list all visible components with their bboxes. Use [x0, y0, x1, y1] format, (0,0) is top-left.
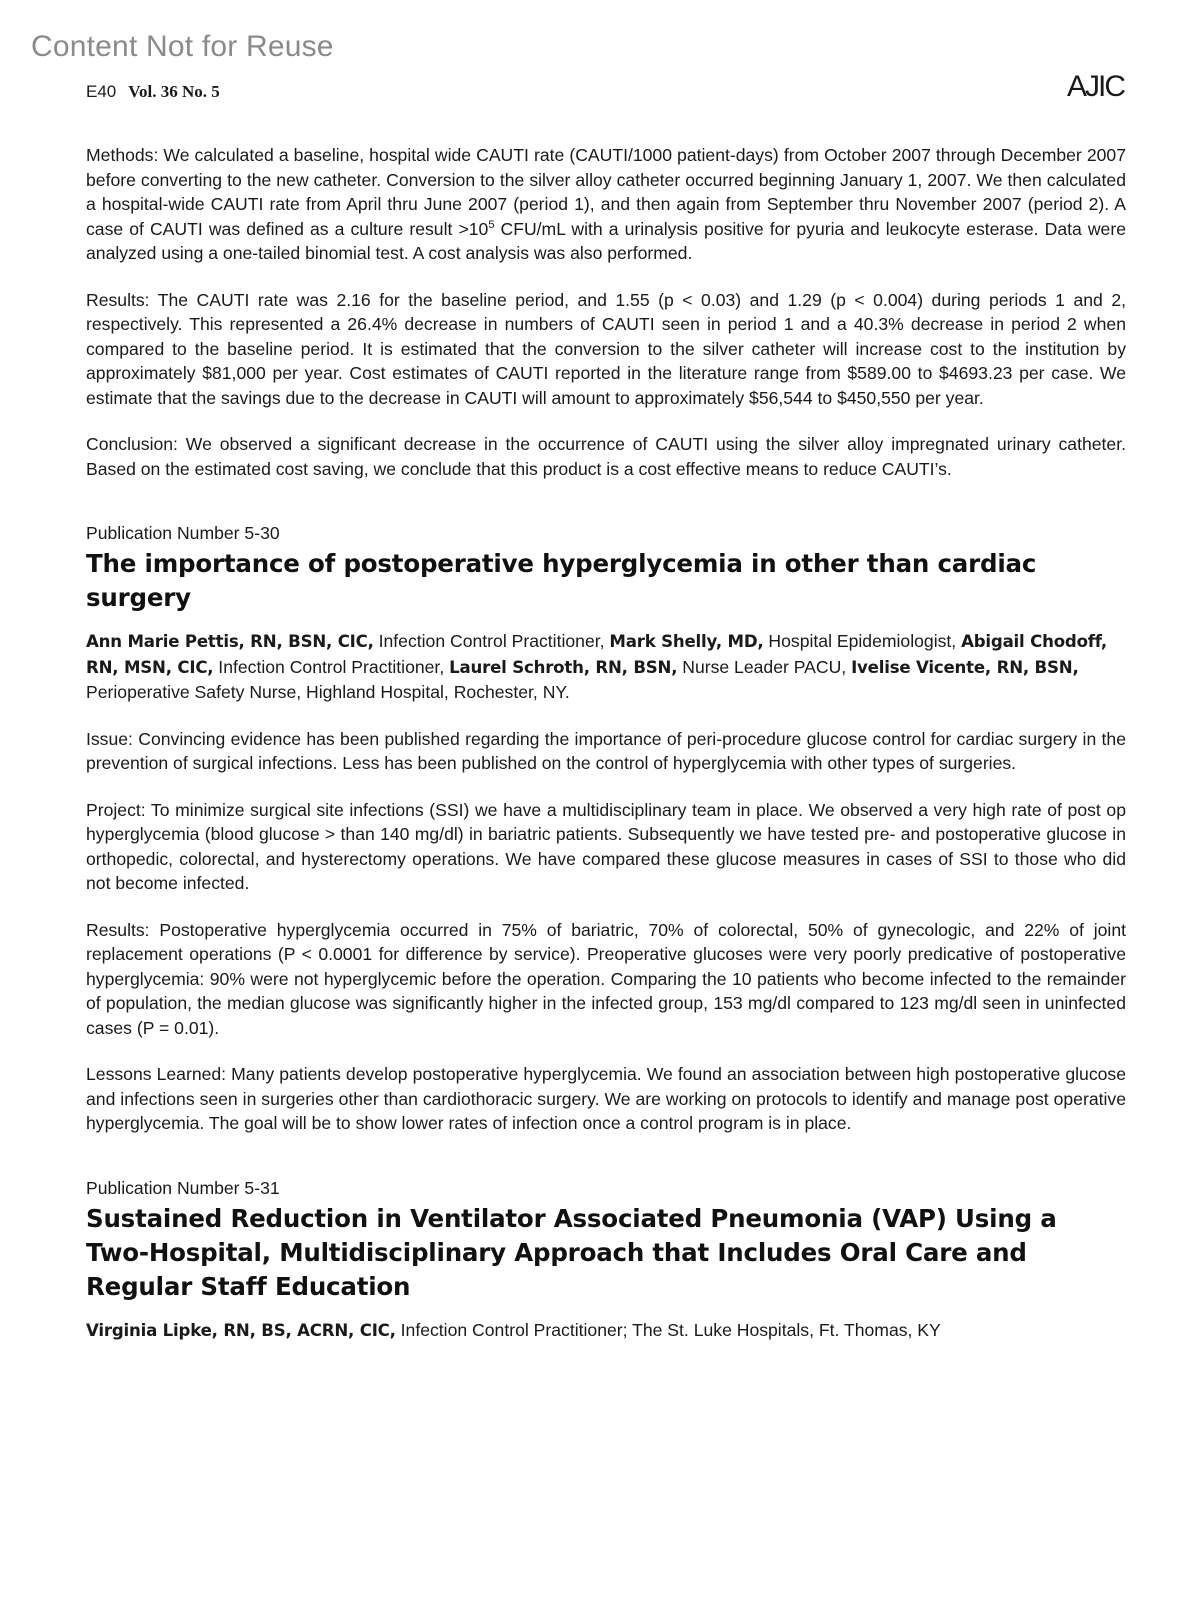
author-name: Ivelise Vicente, RN, BSN, — [851, 657, 1079, 677]
project-paragraph: Project: To minimize surgical site infections (SSI) we have a multidisciplinary team in place. We observed a very high rate of post op hyperglycemia (blood glucose > than 140 mg/dl) in bariatric patients. Subsequently we have tested pre- and postoperative glucose in orthopedic, colorectal, and hysterectomy operations. We have compared these glucose measures in cases of SSI to those who did not become infected. — [86, 799, 1126, 893]
article-body — [86, 143, 1126, 1343]
author-name: Mark Shelly, MD, — [609, 632, 764, 651]
author-name: Ann Marie Pettis, RN, BSN, CIC, — [86, 632, 374, 651]
author-role: Infection Control Practitioner; The St. Luke Hospitals, Ft. Thomas, KY — [395, 1319, 941, 1340]
results-paragraph: Results: The CAUTI rate was 2.16 for the baseline period, and 1.55 (p < 0.03) and 1.29 (p < 0.004) during periods 1 and 2, respectively. This represented a 26.4% decrease in numbers of CAUTI seen in period 1 and a 40.3% decrease in period 2 when compared to the baseline period. It is estimated that the conversion to the silver catheter will increase cost to the institution by approximately $81,000 per year. Cost estimates of CAUTI reported in the literature range from $589.00 to $4693.23 per case. We estimate that the savings due to the decrease in CAUTI will amount to approximately $56,544 to $450,550 per year. — [86, 289, 1126, 408]
page-number: E40 — [86, 82, 117, 101]
running-head — [86, 82, 220, 102]
journal-logo: AJIC — [1066, 70, 1124, 103]
author-role: Infection Control Practitioner, — [373, 631, 610, 651]
author-name: Laurel Schroth, RN, BSN, — [449, 657, 678, 677]
methods-paragraph: Methods: We calculated a baseline, hospital wide CAUTI rate (CAUTI/1000 patient-days) from October 2007 through December 2007 before converting to the new catheter. Conversion to the silver alloy catheter occurred beginning January 1, 2007. We then calculated a hospital-wide CAUTI rate from April thru June 2007 (period 1), and then again from September thru November 2007 (period 2). A case of CAUTI was defined as a culture result $>10^5$ CFU/mL with a urinalysis positive for pyuria and leukocyte esterase. Data were analyzed using a one-tailed binomial test. A cost analysis was also performed. — [86, 145, 1126, 263]
author-role: Nurse Leader PACU, — [677, 656, 852, 677]
lessons-paragraph: Lessons Learned: Many patients develop postoperative hyperglycemia. We found an association between high postoperative glucose and infections seen in surgeries other than cardiothoracic surgery. We are working on protocols to identify and manage post operative hyperglycemia. The goal will be to show lower rates of infection once a control program is in place. — [86, 1064, 1126, 1133]
author-name: Virginia Lipke, RN, BS, ACRN, CIC, — [86, 1320, 396, 1340]
publication-title: Sustained Reduction in Ventilator Associated Pneumonia (VAP) Using a Two-Hospital, Multidisciplinary Approach that Includes Oral Care and Regular Staff Education — [86, 1203, 1057, 1301]
results-paragraph: Results: Postoperative hyperglycemia occurred in 75% of bariatric, 70% of colorectal, 50% of gynecologic, and 22% of joint replacement operations (P < 0.0001 for difference by service). Preoperative glucoses were very poorly predicative of postoperative hyperglycemia: 90% were not hyperglycemic before the operation. Comparing the 10 patients who become infected to the remainder of population, the median glucose was significantly higher in the infected group, 153 mg/dl compared to 123 mg/dl seen in uninfected cases (P = 0.01). — [86, 919, 1126, 1038]
author-list — [86, 629, 1126, 705]
issue-paragraph: Issue: Convincing evidence has been published regarding the importance of peri-procedure glucose control for cardiac surgery in the prevention of surgical infections. Less has been published on the control of hyperglycemia with other types of surgeries. — [86, 728, 1126, 773]
publication-title: The importance of postoperative hyperglycemia in other than cardiac surgery — [86, 549, 1037, 612]
conclusion-paragraph: Conclusion: We observed a significant decrease in the occurrence of CAUTI using the silver alloy impregnated urinary catheter. Based on the estimated cost saving, we conclude that this product is a cost effective means to reduce CAUTI’s. — [86, 434, 1126, 479]
watermark: Content Not for Reuse — [31, 30, 334, 63]
author-role: Infection Control Practitioner, — [213, 656, 450, 677]
publication-number: Publication Number 5-31 — [86, 1177, 280, 1198]
publication-5-31 — [86, 1176, 1126, 1344]
publication-number: Publication Number 5-30 — [86, 523, 280, 543]
volume-issue: Vol. 36 No. 5 — [128, 82, 220, 101]
author-name: Abigail Chodoff, RN, MSN, CIC, — [86, 632, 1108, 677]
publication-5-30 — [86, 521, 1126, 1136]
author-role: Hospital Epidemiologist, — [763, 631, 962, 651]
author-role: Perioperative Safety Nurse, Highland Hospital, Rochester, NY. — [86, 682, 570, 702]
author-list — [86, 1318, 1126, 1344]
exponent: 5 — [488, 218, 495, 231]
